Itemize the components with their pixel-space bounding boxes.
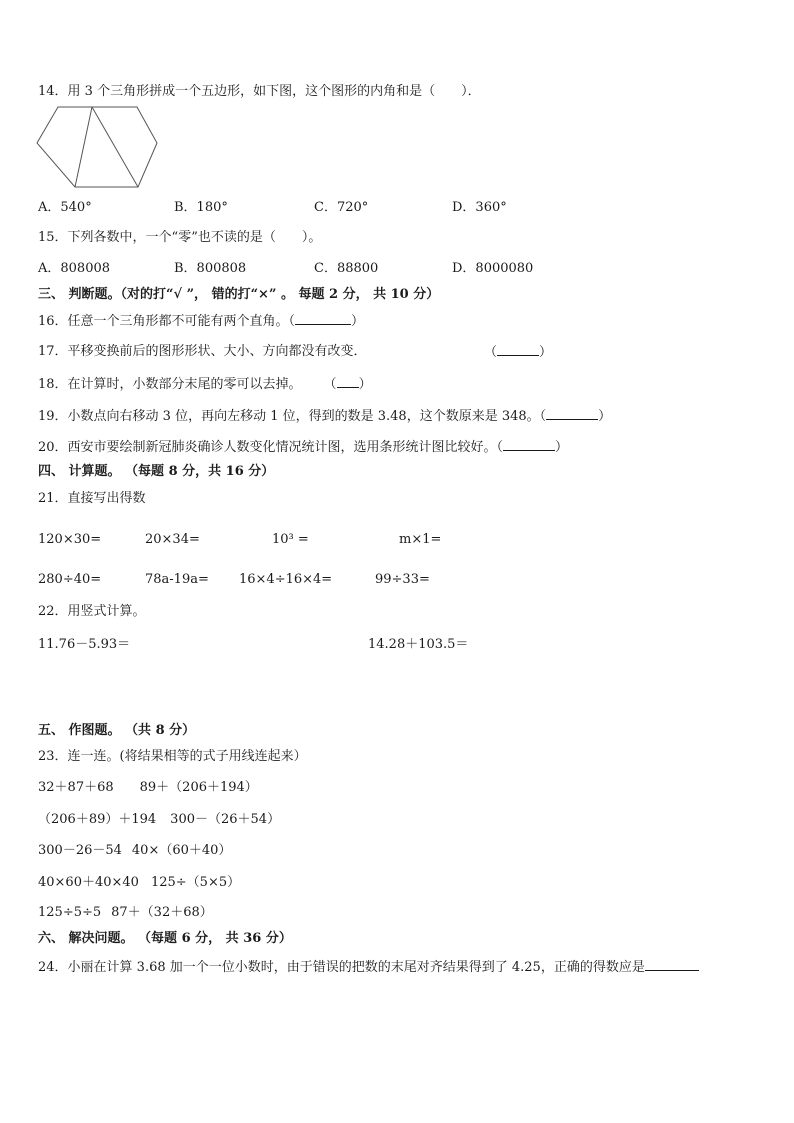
q16-answer-blank[interactable] bbox=[295, 312, 351, 325]
match-right[interactable]: 87＋（32＋68） bbox=[111, 905, 213, 920]
divider-line-1 bbox=[75, 107, 92, 187]
match-row bbox=[38, 779, 258, 797]
calc-item: 99÷33= bbox=[375, 572, 430, 587]
q14-option-d[interactable]: D．360° bbox=[452, 200, 507, 215]
question-16 bbox=[38, 312, 364, 331]
question-20-text: 20．西安市要绘制新冠肺炎确诊人数变化情况统计图，选用条形统计图比较好。（ bbox=[38, 440, 504, 455]
q15-option-b[interactable]: B．800808 bbox=[174, 261, 247, 276]
q17-close: ） bbox=[539, 345, 553, 360]
q15-option-c[interactable]: C．88800 bbox=[314, 261, 379, 276]
divider-line-2 bbox=[92, 107, 138, 187]
section-6-title: 六、 解决问题。 （每题 6 分， 共 36 分） bbox=[38, 931, 292, 946]
q15-option-a[interactable]: A．808008 bbox=[38, 261, 111, 276]
match-left[interactable]: （206＋89）＋194 bbox=[38, 812, 157, 827]
q18-close: ） bbox=[358, 377, 372, 392]
pentagon-outline bbox=[37, 107, 157, 187]
q17-answer-blank[interactable] bbox=[497, 343, 539, 356]
q18-open: （ bbox=[323, 377, 337, 392]
vertical-calc-item: 14.28＋103.5＝ bbox=[368, 637, 469, 652]
match-left[interactable]: 125÷5÷5 bbox=[38, 905, 102, 920]
question-19 bbox=[38, 407, 611, 426]
match-row bbox=[38, 842, 231, 860]
question-23-text: 23．连一连。(将结果相等的式子用线连起来） bbox=[38, 749, 307, 764]
match-left[interactable]: 40×60＋40×40 bbox=[38, 875, 139, 890]
vertical-calc-item: 11.76－5.93＝ bbox=[38, 637, 131, 652]
q16-close: ） bbox=[351, 314, 365, 329]
question-22-text: 22．用竖式计算。 bbox=[38, 604, 146, 619]
match-right[interactable]: 40×（60＋40） bbox=[131, 843, 232, 858]
question-17 bbox=[38, 343, 367, 361]
match-row bbox=[38, 811, 280, 829]
question-21-text: 21．直接写出得数 bbox=[38, 491, 146, 506]
q18-answer-blank[interactable] bbox=[337, 375, 359, 388]
q20-close: ） bbox=[555, 440, 569, 455]
calc-item: 120×30= bbox=[38, 532, 102, 547]
question-19-text: 19．小数点向右移动 3 位，再向左移动 1 位，得到的数是 3.48，这个数原来是 348。（ bbox=[38, 409, 547, 424]
question-18-text: 18．在计算时，小数部分末尾的零可以去掉。 bbox=[38, 377, 302, 392]
pentagon-figure bbox=[36, 106, 160, 190]
section-4-title: 四、 计算题。 （每题 8 分，共 16 分） bbox=[38, 464, 275, 479]
match-row bbox=[38, 874, 240, 892]
match-row bbox=[38, 904, 213, 922]
calc-item: 78a-19a= bbox=[145, 572, 209, 587]
question-24 bbox=[38, 958, 699, 977]
q17-answer bbox=[484, 343, 552, 362]
q19-close: ） bbox=[598, 409, 612, 424]
q19-answer-blank[interactable] bbox=[546, 407, 598, 420]
q20-answer-blank[interactable] bbox=[503, 438, 555, 451]
q17-open: （ bbox=[484, 345, 498, 360]
match-right[interactable]: 89＋（206＋194） bbox=[139, 780, 258, 795]
calc-item: 20×34= bbox=[145, 532, 200, 547]
q14-option-b[interactable]: B．180° bbox=[174, 200, 228, 215]
q14-option-a[interactable]: A．540° bbox=[38, 200, 92, 215]
match-left[interactable]: 32＋87＋68 bbox=[38, 780, 114, 795]
match-right[interactable]: 300－（26＋54） bbox=[170, 812, 281, 827]
match-right[interactable]: 125÷（5×5） bbox=[150, 875, 241, 890]
q24-answer-blank[interactable] bbox=[645, 958, 699, 971]
calc-item: 280÷40= bbox=[38, 572, 102, 587]
question-15-text: 15．下列各数中，一个“零”也不读的是（ ）。 bbox=[38, 230, 322, 245]
question-14-text: 14．用 3 个三角形拼成一个五边形，如下图，这个图形的内角和是（ ）． bbox=[38, 84, 481, 99]
calc-item: 10³ = bbox=[272, 532, 309, 547]
calc-item: 16×4÷16×4= bbox=[239, 572, 333, 587]
question-18 bbox=[38, 375, 372, 394]
question-17-text: 17．平移变换前后的图形形状、大小、方向都没有改变． bbox=[38, 344, 367, 359]
question-24-text: 24．小丽在计算 3.68 加一个一位小数时，由于错误的把数的末尾对齐结果得到了 4.25，正确的得数应是 bbox=[38, 960, 645, 975]
calc-item: m×1= bbox=[399, 532, 442, 547]
q14-option-c[interactable]: C．720° bbox=[314, 200, 369, 215]
section-3-title: 三、 判断题。（对的打“√ ”， 错的打“×” 。 每题 2 分， 共 10 分） bbox=[38, 287, 440, 302]
question-20 bbox=[38, 438, 568, 457]
q15-option-d[interactable]: D．8000080 bbox=[452, 261, 534, 276]
question-16-text: 16．任意一个三角形都不可能有两个直角。（ bbox=[38, 314, 296, 329]
match-left[interactable]: 300－26－54 bbox=[38, 843, 122, 858]
section-5-title: 五、 作图题。 （共 8 分） bbox=[38, 723, 196, 738]
